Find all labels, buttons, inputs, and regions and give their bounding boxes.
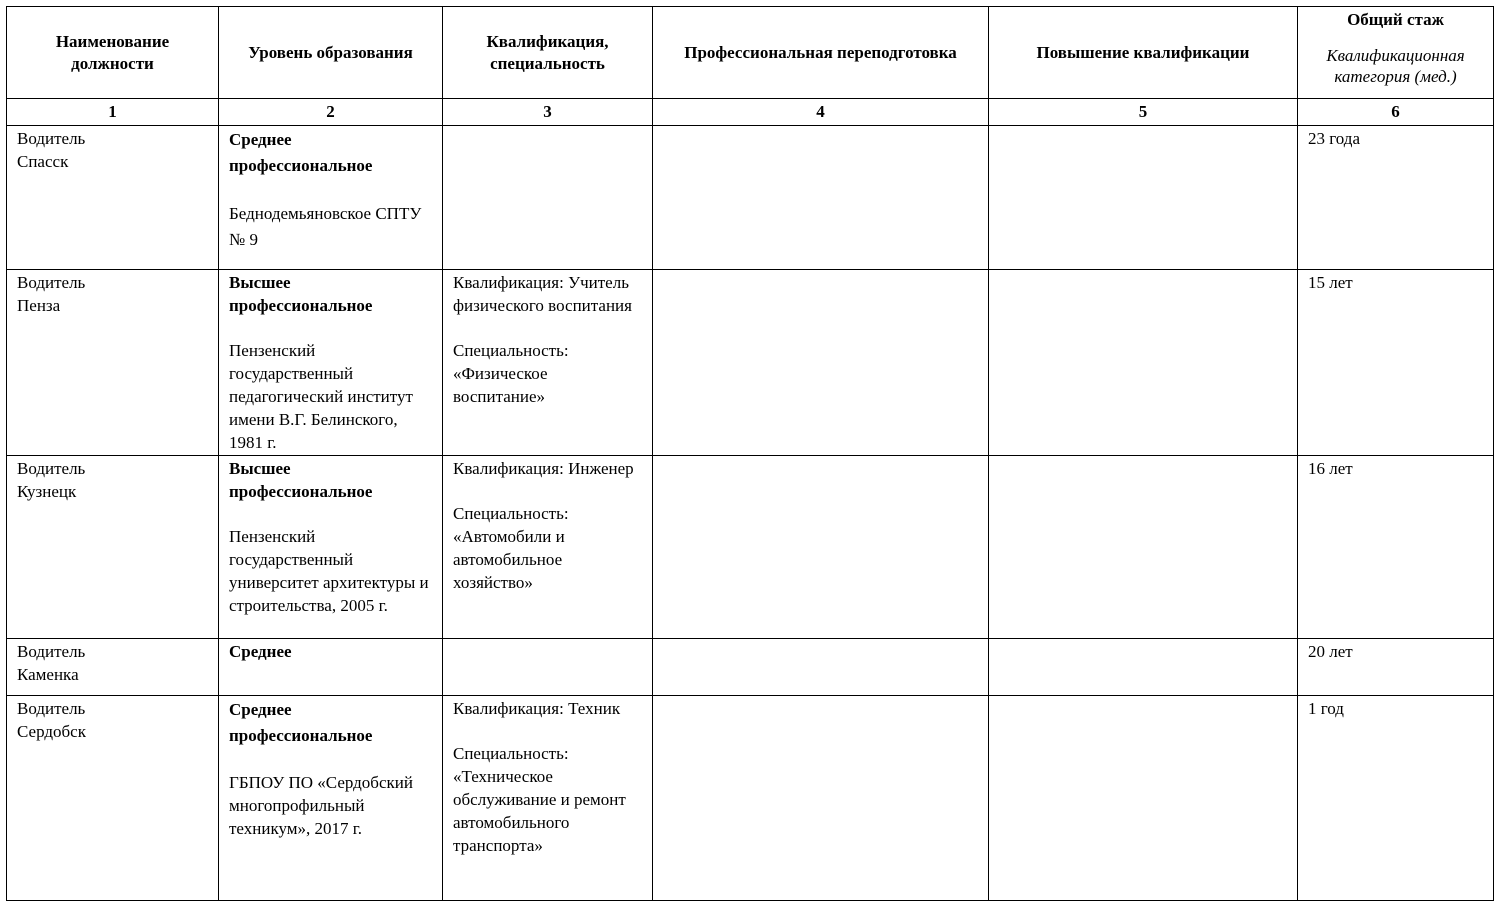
specialty-text: Специальность: «Техническое обслуживание и ремонт автомобильного транспорта» [453, 744, 626, 855]
education-level: Среднее профессиональное [229, 130, 373, 175]
position-cell [7, 639, 219, 696]
position-cell [7, 456, 219, 639]
education-level: Высшее профессиональное [229, 273, 373, 315]
position-city: Каменка [17, 665, 79, 684]
position-city: Сердобск [17, 722, 86, 741]
table-row [7, 696, 1494, 901]
position-city: Пенза [17, 296, 61, 315]
education-level: Высшее профессиональное [229, 459, 373, 501]
position-title: Водитель [17, 699, 86, 718]
education-institution: Беднодемьяновское СПТУ № 9 [229, 204, 422, 249]
header-retraining: Профессиональная переподготовка [653, 7, 989, 99]
qualification-text: Квалификация: Техник [453, 699, 621, 718]
header-experience [1298, 7, 1494, 99]
column-number: 5 [989, 99, 1298, 126]
education-institution: Пензенский государственный университет архитектуры и строительства, 2005 г. [229, 527, 429, 615]
retraining-cell [653, 639, 989, 696]
position-cell [7, 270, 219, 456]
retraining-cell [653, 270, 989, 456]
staff-table [6, 6, 1494, 901]
advanced-training-cell [989, 639, 1298, 696]
table-row [7, 270, 1494, 456]
position-city: Кузнецк [17, 482, 77, 501]
qualification-cell [443, 456, 653, 639]
table-row [7, 456, 1494, 639]
header-qualification: Квалификация, специальность [443, 7, 653, 99]
specialty-text: Специальность: «Физическое воспитание» [453, 341, 569, 406]
column-number: 4 [653, 99, 989, 126]
experience-cell: 20 лет [1298, 639, 1494, 696]
header-row [7, 7, 1494, 99]
education-cell [219, 456, 443, 639]
education-cell [219, 270, 443, 456]
qualification-cell [443, 696, 653, 901]
table-row [7, 126, 1494, 270]
education-level: Среднее [229, 642, 292, 661]
column-number: 2 [219, 99, 443, 126]
header-position: Наименование должности [7, 7, 219, 99]
experience-cell: 16 лет [1298, 456, 1494, 639]
education-institution: ГБПОУ ПО «Сердобский многопрофильный техникум», 2017 г. [229, 773, 413, 838]
education-cell [219, 126, 443, 270]
qualification-cell [443, 126, 653, 270]
column-number: 6 [1298, 99, 1494, 126]
header-education-level: Уровень образования [219, 7, 443, 99]
education-institution: Пензенский государственный педагогический институт имени В.Г. Белинского, 1981 г. [229, 341, 413, 452]
retraining-cell [653, 126, 989, 270]
position-title: Водитель [17, 273, 86, 292]
retraining-cell [653, 456, 989, 639]
experience-cell: 1 год [1298, 696, 1494, 901]
experience-cell: 23 года [1298, 126, 1494, 270]
advanced-training-cell [989, 126, 1298, 270]
education-cell [219, 639, 443, 696]
position-cell [7, 126, 219, 270]
position-title: Водитель [17, 642, 86, 661]
advanced-training-cell [989, 270, 1298, 456]
advanced-training-cell [989, 696, 1298, 901]
header-category: Квалификационная категория (мед.) [1326, 46, 1465, 86]
specialty-text: Специальность: «Автомобили и автомобильное хозяйство» [453, 504, 569, 592]
position-title: Водитель [17, 459, 86, 478]
education-cell [219, 696, 443, 901]
header-experience-title: Общий стаж [1347, 10, 1444, 29]
position-city: Спасск [17, 152, 69, 171]
qualification-text: Квалификация: Учитель физического воспитания [453, 273, 632, 315]
table-row [7, 639, 1494, 696]
experience-cell: 15 лет [1298, 270, 1494, 456]
column-number-row [7, 99, 1494, 126]
column-number: 3 [443, 99, 653, 126]
column-number: 1 [7, 99, 219, 126]
education-level: Среднее профессиональное [229, 700, 373, 745]
position-cell [7, 696, 219, 901]
retraining-cell [653, 696, 989, 901]
advanced-training-cell [989, 456, 1298, 639]
qualification-cell [443, 270, 653, 456]
qualification-cell [443, 639, 653, 696]
qualification-text: Квалификация: Инженер [453, 459, 634, 478]
position-title: Водитель [17, 129, 86, 148]
header-advanced-training: Повышение квалификации [989, 7, 1298, 99]
